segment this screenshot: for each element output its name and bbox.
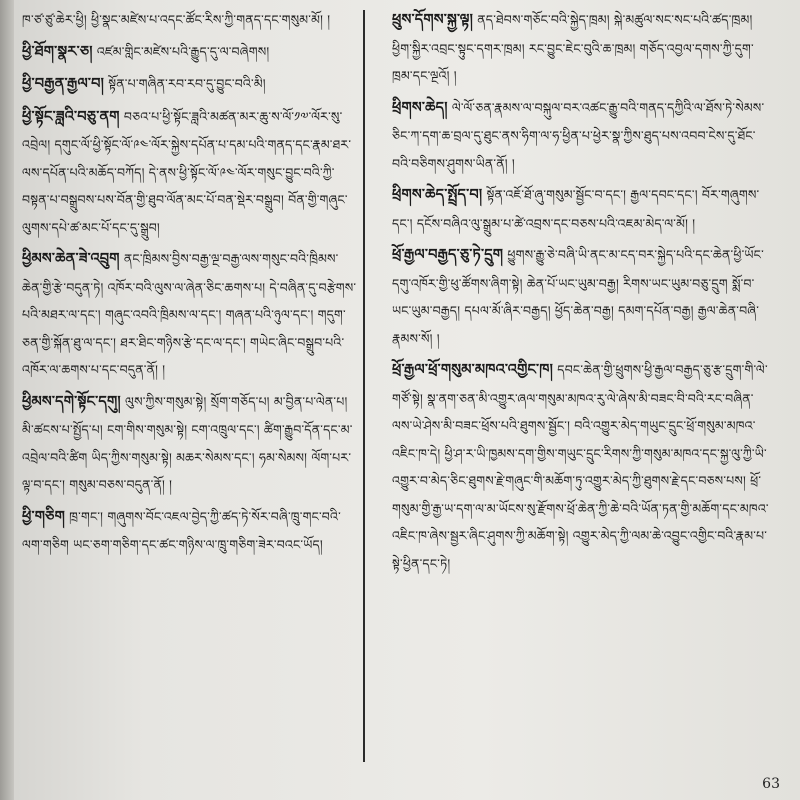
entry-text: འཛམ་གླིང་མཛེས་པའི་རྒྱུད་དུ་ལ་བཞེགས།: [96, 43, 270, 59]
entry-text: དབང་ཆེན་གྱི་ཕྲུགས་ཕྱི་རྒྱལ་བརྒྱད་ཅུ་རྩ་དྲུག་གི་ལེ་གཙོ་སྟེ། སྣ་ནག་ཅན་མི་འགྱུར་ཞལ་གསུམ་མཁའ་རུ་ལེ་ཞེས་མི་བཟང་བི་བའི་རང་བཞིན་ལས་ཡེ་ཤེས་མི་བཟང་ཕྲོས་པའི་ཐུགས་སྦྱོང་། བའི་འགྱུར་མེད་གཡུང་དྲུང་ཕྲོ་གསུམ་མཁའ་འཇིང་ཁ་དེ། ཕྱི་ཤ་ར་ཡི་ཁྱམས་དག་གྱིས་གཡུང་དྲུང་རིགས་ཀྱི་གསུམ་མཁའ་དང་སྐྱ་ལུ་ཀྱི་ཡི་འགྱུར་བ་མེད་ཅིང་ཐུགས་རྗེ་གཞུང་གི་མཆོག་ཏུ་འགྱུར་མེད་ཀྱི་ཐུགས་རྗེ་དང་བཅས་པས། ཕྲོ་གསུམ་གྱི་རྒྱ་ཡ་དག་ལ་མ་ཡོངས་སུ་རྫོགས་ཕྲོ་ཆེན་ཀྱི་ཆེ་བའི་ཡོན་ཏན་གྱི་མཆོག་དང་མཁའ་འཇིང་ཁ་ཞེས་སྦྱར་ཞིང་ཤུགས་ཀྱི་མཆོག་སྟེ། འགྱུར་མེད་ཀྱི་ལམ་ཆེ་འབྱུང་འགྱིང་བའི་རྣམ་པ་སྟེ་ཕྱིན་དང་ཏེ།: [392, 362, 769, 571]
entry-headword: ཕྲུས་དོགས་སྐྱ་ལྟ།: [392, 12, 474, 28]
entry-headword: ཕྱི་ཐོག་སྣར་ཅ།: [22, 43, 93, 60]
entry: [22, 388, 357, 499]
entry-text: ལུས་ཀྱིས་གསུམ་སྟེ། སྲོག་གཅོད་པ། མ་བྱིན་པ་ལེན་པ། མི་ཚངས་པ་སྤྱོད་པ། ངག་གིས་གསུམ་སྟེ། ངག་འཁྲུལ་དང་། ཚིག་རྒྱུབ་དོན་དང་མ་འབྲེལ་བའི་ཚིག ཡིད་ཀྱིས་གསུམ་སྟེ། མཆར་སེམས་དང་། ཧམ་སེམས། ལོག་པར་ལྟ་བ་དང་། གསུམ་བཅས་བདུན་ནོ། །: [22, 393, 353, 492]
entry-headword: ཕྱི་བརྒྱན་རྒྱལ་བ།: [22, 76, 105, 92]
entry: [392, 94, 770, 178]
entry: [392, 6, 770, 90]
entry-headword: ཕྲོ་རྒྱལ་ཕྲོ་གསུམ་མཁའ་འགྱིང་ཁ།: [392, 362, 554, 378]
entry-headword: ཕྲིགས་ཆེད་སྤྲོད་བ།: [392, 187, 483, 203]
entry: [22, 503, 357, 559]
entry-headword: ཕྱིམས་དགེ་སྟོང་དགུ།: [22, 393, 121, 410]
entry-headword: ཕྱིམས་ཆེན་ཟེ་འབྲུག: [22, 251, 120, 267]
entry: [22, 38, 357, 67]
entry-text: ཕྱུགས་རྒྱུ་ཅེ་བཞི་ཡི་ནང་མ་ངད་བར་སྐྱེད་པའི་དང་ཆེན་ཕྱི་ཡོང་དགུ་འཁོར་གྱི་ཕུ་ཚོགས་ཞིག་སྟེ། ཆེན་པོ་ཡང་ཡུམ་བརྒྱ། རིགས་ཡང་ཡུམ་བཅུ་དྲུག སྨོ་བ་ཡང་ཡུམ་བརྒྱད། དཔལ་མོ་ཞིར་བརྒྱད། ཕྱོད་ཆེན་བརྒྱ། དམག་དཔོན་བརྒྱ། རྒྱལ་ཆེན་བཞི་རྣམས་སོ། །: [392, 247, 764, 346]
entry-text: ནང་ཁྲིམས་བྱིས་བརྒྱ་ལྔ་བརྒྱ་ལས་གསུང་བའི་ཁྲིམས་ཆེན་གྱི་རྩེ་བདུན་ཏེ། འཁོར་བའི་ལུས་ལ་ཞེན་ཅིང་ཆགས་པ། དེ་བཞིན་དུ་བརྩེགས་པའི་མཐར་ལ་དང་། གཞུང་འབའི་ཁྲིམས་ལ་དང་། གཞན་པའི་ཉུལ་དང་། གདུག་ཅན་གྱི་སྐོན་ཐུ་ལ་དང་། ཐར་ཐིང་གཉིས་རྩེ་དང་ལ་དང་། གཡེང་ཞིང་བསྒྲུབ་པའི་འཁོར་ལ་ཆགས་པ་དང་བདུན་ནོ། །: [22, 251, 357, 377]
entry-text: སྟོན་པ་གཞིན་རབ་རབ་དུ་བྱུང་བའི་མི།: [108, 76, 266, 91]
right-column: [392, 6, 770, 581]
page-number: 63: [762, 776, 780, 792]
entry-headword: ཕྲིགས་ཆེད།: [392, 99, 448, 116]
entry: [22, 103, 357, 242]
left-column: [22, 6, 357, 563]
entry: [22, 6, 357, 34]
entry-headword: ཕྲོ་རྒྱལ་བརྒྱད་ཅུ་ཏེ་དྲུག: [392, 247, 504, 263]
entry-text: ཁྲ་གང་། གཞུགས་བོང་འཇལ་བྱེད་ཀྱི་ཚད་ཏེ་སོར་བཞི་ཁྲུ་གང་བའི་ལག་གཅིག ཡང་ཅག་གཅིག་དང་ཚང་གཉིས་ལ་ཁྲུ་གཅིག་ཟེར་བའང་ཡོད།: [22, 508, 341, 552]
entry: [22, 245, 357, 384]
entry-text: ནད་ཐེབས་གཅོང་བའི་སྐྱེད་ཁྲམ། སྐེ་མཚུལ་སང་སང་པའི་ཚད་ཁྲམ། ཕྱིག་སྐྱིར་འབྲང་སྟུང་དགར་ཁྲམ། རང་བྱུང་ཇེང་བུའི་ཆ་ཁྲམ། གཅོད་འབྱལ་དགས་ཀྱི་དུག་ཁྲམ་དང་ལྔའོ། །: [392, 12, 754, 83]
entry-text: སྟོན་འཇོ་ཐོ་ཞུ་གསུམ་སྦྱོང་བ་དང་། རྒྱལ་དབང་དང་། བོར་གཞུགས་དང་། དངོས་བཞིའ་ལུ་སྒྲུམ་པ་ཚེ་འབྲས་དང་བཅས་པའི་འཇམ་མེད་ལ་མོ། །: [392, 187, 760, 231]
entry: [22, 70, 357, 99]
entry: [392, 356, 770, 577]
entry-headword: ཕྱི་སྟོང་ཟླའི་བཅུ་ནག: [22, 108, 120, 125]
entry-text: བཅའ་པ་ཕྱི་སྟོང་ཟླའི་མཚན་མར་ཆུ་ས་ལོ་༡༧་ལོར་སུ་འབྲེལ། དགུང་ལོ་ཕྱི་སྟོང་ལོ་༩༤་ལོར་སྐྱེས་དཔོན་པ་དམ་པའི་གནད་དང་རྣམ་ཐར་ལས་དཔོན་པའི་མཆོད་བཀོད། དེ་ནས་ཕྱི་སྟོང་ལོ་༩༤་ལོར་གསུང་བྱུང་བའི་ཀྱི་བསྟན་པ་བསྒྲུབས་པས་བོན་གྱི་ཐུབ་ལོན་མང་པོ་བན་སྡེར་བསྒྲུབ། བོན་གྱི་གཞུང་ལུགས་དཔེ་ཚ་མང་པོ་དང་དུ་སྒྲུབ།: [22, 108, 352, 235]
book-spine-shadow: [0, 0, 14, 800]
entry-headword: ཕྱི་གཅིག: [22, 508, 65, 525]
entry: [392, 241, 770, 352]
entry-text: ཁ་ཙ་ཙུ་ཆེར་ཕྱི། ཕྱི་སྣང་མཛེས་པ་འདང་ཚོང་རིས་ཀྱི་གནད་དང་གསུམ་མོ། །: [22, 12, 331, 27]
entry: [392, 181, 770, 237]
entry-text: ལེ་ལོ་ཅན་རྣམས་ལ་བསྐུལ་བར་འཚང་རྒྱུ་བའི་གནད་དཀྱིའི་ལ་ཐོས་ཏེ་སེམས་ཅིང་ཀ་དག་ཆ་བྲལ་དུ་ཐུང་ནས་ཧིག་ལ་ཧ་ཕྱིན་པ་ཕྱེར་སྣ་ཀྱིས་ཐུད་པས་འབབ་ངེས་དུ་ཐོང་བའི་བཅིགས་ཤུགས་ཡིན་ནོ། །: [392, 99, 765, 171]
column-divider: [363, 10, 365, 762]
